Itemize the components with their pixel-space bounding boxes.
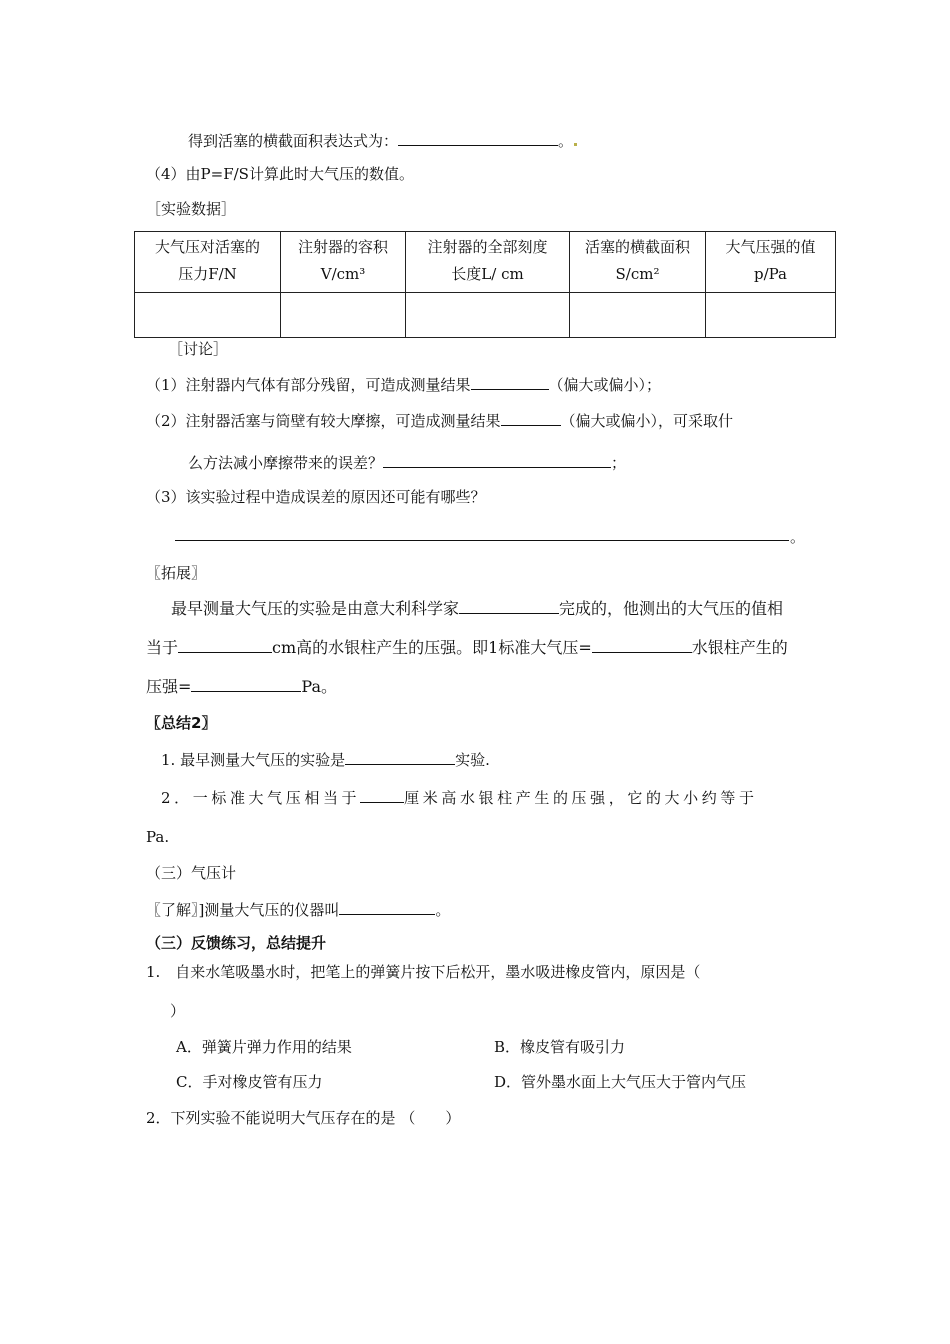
answer-blank[interactable]	[339, 899, 435, 915]
experiment-data-heading: ［实验数据］	[146, 200, 237, 218]
option-c[interactable]: C．手对橡皮管有压力	[176, 1073, 323, 1091]
answer-blank[interactable]	[592, 637, 692, 653]
question-1-close: ）	[170, 1002, 186, 1020]
option-d[interactable]: D．管外墨水面上大气压大于管内气压	[494, 1073, 747, 1091]
expand-line-1: 最早测量大气压的实验是由意大利科学家 完成的，他测出的大气压的值相	[171, 599, 784, 618]
answer-blank[interactable]	[501, 410, 561, 426]
discussion-2: （2）注射器活塞与筒壁有较大摩擦，可造成测量结果 （偏大或偏小），可采取什	[146, 412, 734, 430]
table-cell[interactable]	[406, 293, 570, 338]
header-pressure: 大气压强的值 p/Pa	[706, 232, 836, 293]
summary-2-unit: Pa.	[146, 828, 170, 846]
option-a[interactable]: A．弹簧片弹力作用的结果	[176, 1038, 352, 1056]
summary-heading: 〖总结2〗	[146, 714, 217, 732]
expand-heading: 〖拓展〗	[146, 564, 207, 582]
table-header-row	[135, 232, 836, 293]
expand-line-2: 当于 cm高的水银柱产生的压强。即1标准大气压= 水银柱产生的	[146, 638, 788, 657]
header-force: 大气压对活塞的 压力F/N	[135, 232, 281, 293]
header-area: 活塞的横截面积 S/cm²	[570, 232, 706, 293]
answer-blank[interactable]	[345, 749, 455, 765]
feedback-heading: （三）反馈练习，总结提升	[146, 934, 327, 952]
mark-dot	[574, 143, 577, 146]
learn-line: 〖了解〗]测量大气压的仪器叫 。	[146, 901, 451, 919]
answer-blank[interactable]	[383, 452, 611, 468]
answer-blank[interactable]	[178, 637, 272, 653]
table-cell[interactable]	[281, 293, 406, 338]
table-cell[interactable]	[570, 293, 706, 338]
discussion-heading: ［讨论］	[168, 340, 229, 358]
expand-line-3: 压强= Pa。	[146, 677, 338, 696]
answer-blank[interactable]	[191, 676, 301, 692]
answer-blank[interactable]	[360, 787, 404, 803]
barometer-heading: （三）气压计	[146, 864, 237, 882]
answer-blank[interactable]	[459, 598, 559, 614]
answer-line[interactable]	[175, 540, 789, 541]
summary-1: 1. 最早测量大气压的实验是 实验.	[161, 751, 490, 769]
question-1: 1. 自来水笔吸墨水时，把笔上的弹簧片按下后松开，墨水吸进橡皮管内，原因是（	[146, 963, 701, 981]
question-2: 2．下列实验不能说明大气压存在的是 （ ）	[146, 1109, 461, 1127]
discussion-3: （3）该实验过程中造成误差的原因还可能有哪些？	[146, 488, 486, 506]
step-4: （4）由P=F/S计算此时大气压的数值。	[146, 165, 414, 183]
area-expression-line: 得到活塞的横截面积表达式为： 。	[188, 130, 578, 151]
discussion-1: （1）注射器内气体有部分残留，可造成测量结果 （偏大或偏小）；	[146, 376, 662, 394]
area-expression-text: 得到活塞的横截面积表达式为：	[188, 132, 399, 150]
summary-2: 2．一标准大气压相当于 厘米高水银柱产生的压强，它的大小约等于	[161, 789, 758, 807]
table-cell[interactable]	[706, 293, 836, 338]
table-row	[135, 293, 836, 338]
discussion-2-cont: 么方法减小摩擦带来的误差？ ；	[188, 454, 627, 472]
table-cell[interactable]	[135, 293, 281, 338]
experiment-data-table	[134, 231, 836, 338]
option-b[interactable]: B．橡皮管有吸引力	[494, 1038, 626, 1056]
answer-blank[interactable]	[471, 374, 549, 390]
header-length: 注射器的全部刻度 长度L/ cm	[406, 232, 570, 293]
answer-blank[interactable]	[398, 130, 558, 146]
header-volume: 注射器的容积 V/cm³	[281, 232, 406, 293]
